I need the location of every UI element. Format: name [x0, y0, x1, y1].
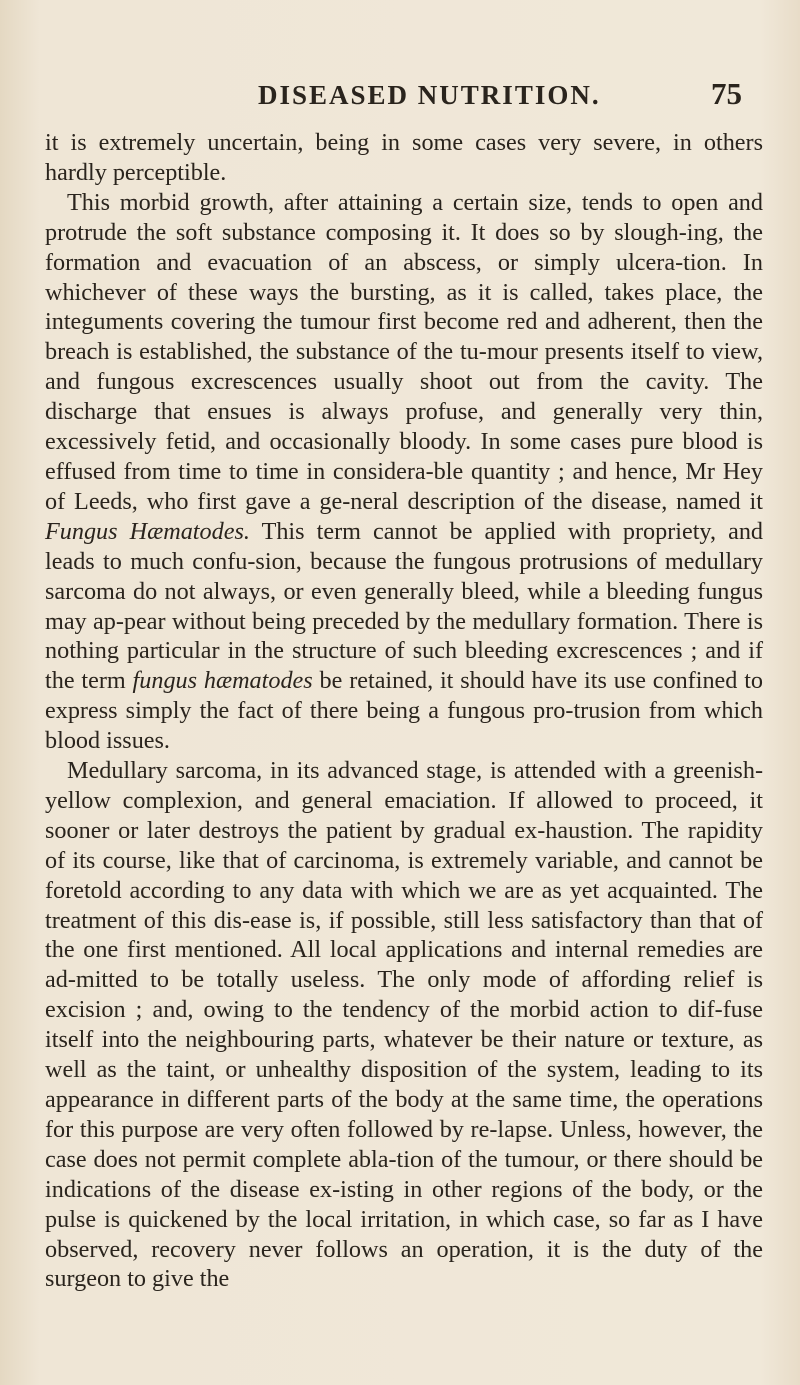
- paragraph-text: This term cannot be applied with propriety, and leads to much confu-sion, because the fungous protrusions of medullary sarcoma do not always, or even generally bleed, while a bleeding fungus may ap-pear without being preceded by the medullary formation. There is nothing particular in the structure of such bleeding excrescences ; and if the term: [45, 517, 764, 695]
- paragraph-text: be retained, it should have its use confined to express simply the fact of there being a fungous pro-trusion from which blood issues.: [45, 667, 764, 755]
- paragraph-medullary-sarcoma: Medullary sarcoma, in its advanced stage, is attended with a greenish-yellow complexion, and general emaciation. If allowed to proceed, it sooner or later destroys the patient by gradual ex-haustion. The rapidity of its course, like that of carcinoma, is extremely variable, and cannot be foretold according to any data with which we are as yet acquainted. The treatment of this dis-ease is, if possible, still less satisfactory than that of the one first mentioned. All local applications and internal remedies are ad-mitted to be totally useless. The only mode of affording relief is excision ; and, owing to the tendency of the morbid action to dif-fuse itself into the neighbouring parts, whatever be their nature or texture, as well as the taint, or unhealthy disposition of the system, leading to its appearance in different parts of the body at the same time, the operations for this purpose are very often followed by re-lapse. Unless, however, the case does not permit complete abla-tion of the tumour, or there should be indications of the disease ex-isting in other regions of the body, or the pulse is quickened by the local irritation, in which case, so far as I have observed, recovery never follows an operation, it is the duty of the surgeon to give the: [45, 757, 763, 1293]
- paragraph-continuation: it is extremely uncertain, being in some cases very severe, in others hardly perceptible.: [45, 129, 763, 186]
- running-header: [0, 76, 800, 120]
- italic-term: Fungus Hæmatodes.: [45, 517, 250, 545]
- paragraph-fungus-haematodes: [45, 188, 763, 756]
- italic-term: fungus hæmatodes: [132, 667, 313, 695]
- chapter-title: DISEASED NUTRITION.: [258, 80, 601, 110]
- paragraph-text: This morbid growth, after attaining a certain size, tends to open and protrude the soft substance composing it. It does so by slough-ing, the formation and evacuation of an abscess, or simply ulcera-tion. In whichever of these ways the bursting, as it is called, takes place, the integuments covering the tumour first become red and adherent, then the breach is established, the substance of the tu-mour presents itself to view, and fungous excrescences usually shoot out from the cavity. The discharge that ensues is always profuse, and generally very thin, excessively fetid, and occasionally bloody. In some cases pure blood is effused from time to time in considera-ble quantity ; and hence, Mr Hey of Leeds, who first gave a ge-neral description of the disease, named it: [45, 188, 763, 515]
- body-text: [45, 128, 763, 1294]
- page-number: 75: [711, 76, 742, 111]
